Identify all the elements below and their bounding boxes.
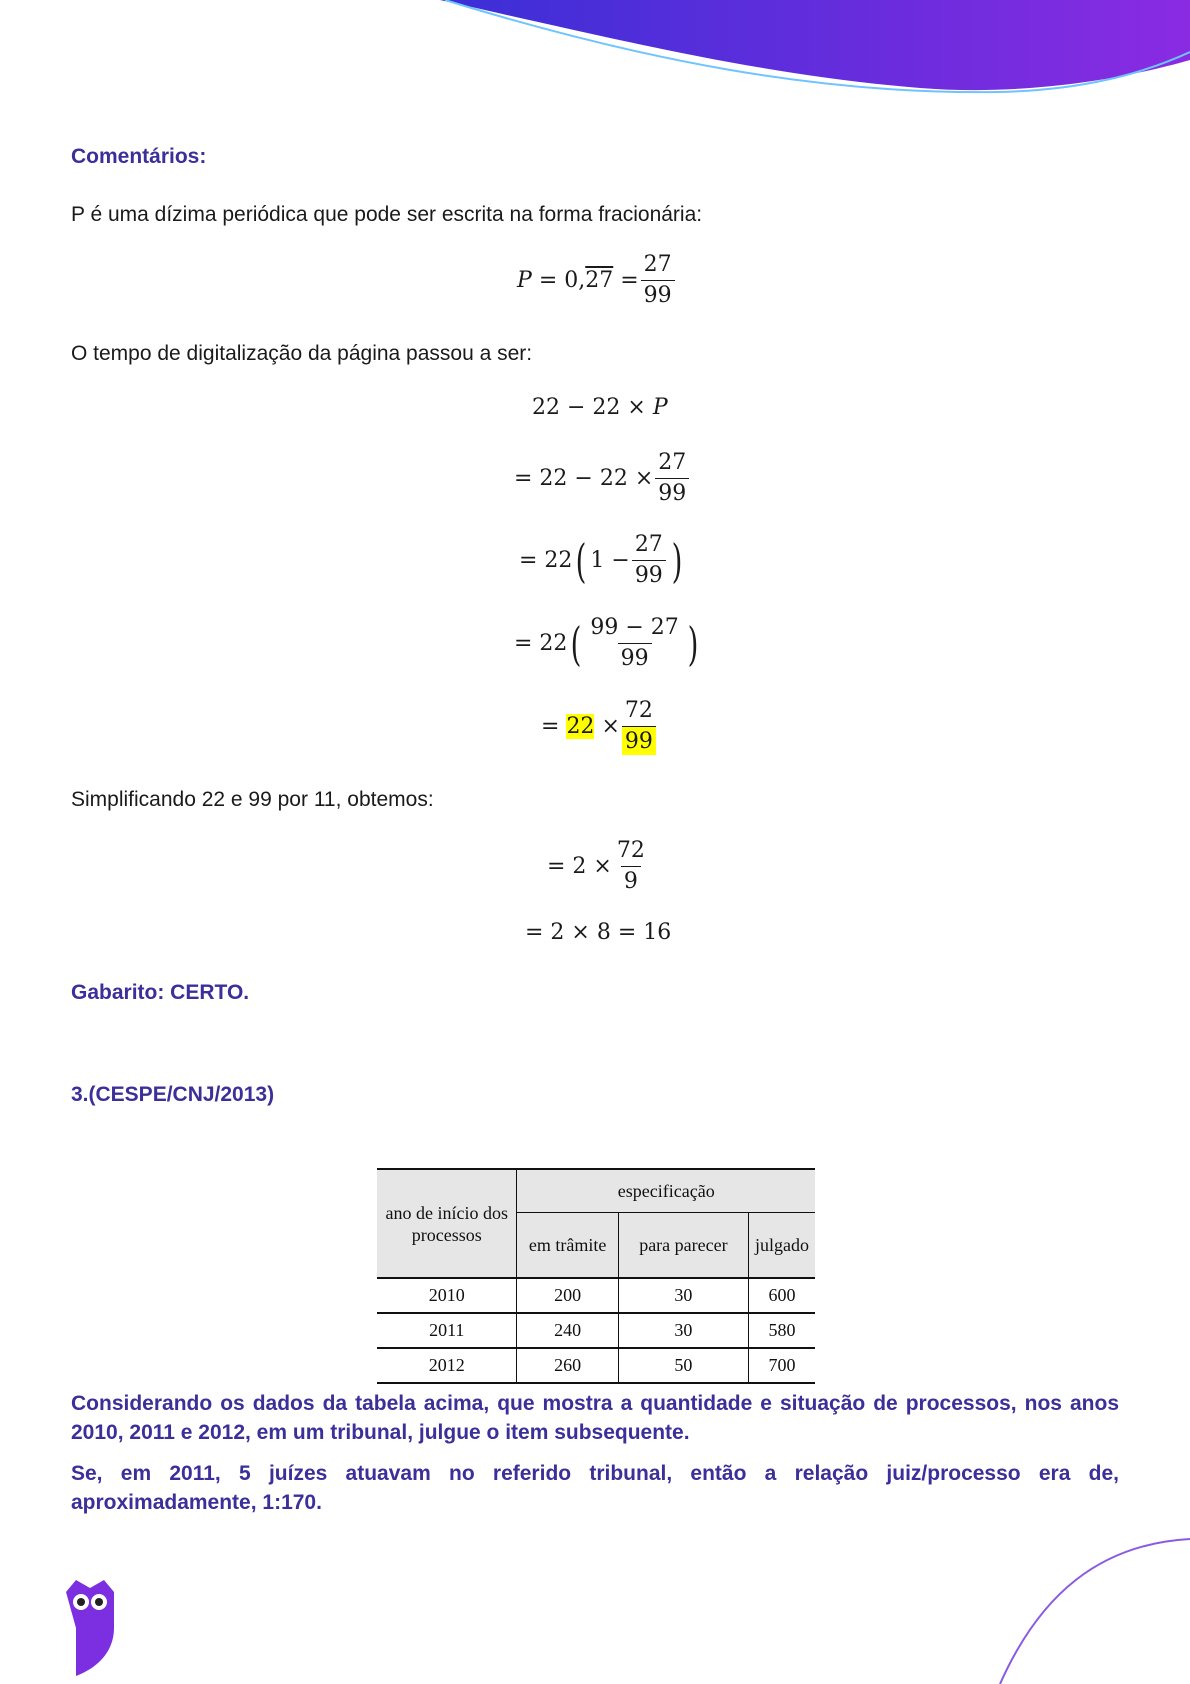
- cell-tramite: 200: [517, 1278, 618, 1313]
- cell-julgado: 700: [749, 1348, 816, 1383]
- eq-p-period: 27: [585, 268, 614, 293]
- col-spec-header: especificação: [517, 1169, 815, 1213]
- sub-header-julgado: julgado: [749, 1213, 816, 1279]
- fraction: [614, 838, 648, 895]
- owl-logo: [62, 1578, 118, 1678]
- eq-p-part2: =: [620, 268, 639, 293]
- item-paragraph: Se, em 2011, 5 juízes atuavam no referido tribunal, então a relação juiz/processo era de, aproximadamente, 1:170.: [71, 1462, 1119, 1514]
- intro-paragraph: P é uma dízima periódica que pode ser escrita na forma fracionária:: [71, 203, 703, 226]
- denominator: 9: [621, 866, 641, 895]
- step1-expr: 22 − 22 ×: [532, 395, 646, 420]
- question-paragraph: Considerando os dados da tabela acima, que mostra a quantidade e situação de processos, nos anos 2010, 2011 e 2012, em um tribunal, julgue o item subsequente.: [71, 1392, 1119, 1444]
- var-p: P: [652, 395, 668, 420]
- step4-expr: = 22: [514, 631, 568, 656]
- step-6: [547, 838, 650, 895]
- open-paren: (: [576, 533, 587, 588]
- step-5: [541, 698, 658, 755]
- col-year-header: ano de início dos processos: [377, 1169, 517, 1278]
- table-row: [377, 1278, 815, 1313]
- cell-parecer: 50: [618, 1348, 748, 1383]
- table-row: [377, 1348, 815, 1383]
- comments-heading: Comentários:: [71, 145, 207, 168]
- highlighted-22: 22: [566, 714, 595, 739]
- cell-julgado: 580: [749, 1313, 816, 1348]
- sub-header-tramite: em trâmite: [517, 1213, 618, 1279]
- denominator: 99: [632, 560, 666, 589]
- numerator: 99 − 27: [590, 615, 679, 640]
- fraction: [632, 532, 666, 589]
- footer-curve-decoration: [930, 1534, 1190, 1684]
- cell-parecer: 30: [618, 1278, 748, 1313]
- process-table: [377, 1168, 815, 1384]
- cell-tramite: 240: [517, 1313, 618, 1348]
- step6-expr: = 2 ×: [547, 854, 612, 879]
- step7-expr: = 2 × 8 = 16: [525, 920, 672, 945]
- fraction: [655, 450, 689, 507]
- numerator: 27: [643, 252, 672, 277]
- step-4: [514, 615, 702, 672]
- var-p: P: [517, 268, 532, 293]
- fraction: [641, 252, 675, 309]
- header-wave-decoration: [0, 0, 1190, 100]
- cell-year: 2012: [377, 1348, 517, 1383]
- numerator: 72: [624, 698, 653, 723]
- fraction: [587, 615, 681, 672]
- close-paren: ): [687, 616, 699, 671]
- step-2: [514, 450, 691, 507]
- cell-year: 2010: [377, 1278, 517, 1313]
- table-row: [377, 1313, 815, 1348]
- equation-p: [517, 252, 677, 309]
- denominator: 99: [641, 280, 675, 309]
- cell-tramite: 260: [517, 1348, 618, 1383]
- numerator: 27: [634, 532, 663, 557]
- close-paren: ): [671, 533, 683, 588]
- sub-header-parecer: para parecer: [618, 1213, 748, 1279]
- cell-parecer: 30: [618, 1313, 748, 1348]
- step-7: [525, 920, 671, 945]
- denominator: 99: [655, 478, 689, 507]
- numerator: 27: [658, 450, 687, 475]
- cell-julgado: 600: [749, 1278, 816, 1313]
- fraction: [622, 698, 656, 755]
- eq-p-part1: = 0,: [538, 268, 586, 293]
- answer-heading: Gabarito: CERTO.: [71, 981, 250, 1004]
- step2-expr: = 22 − 22 ×: [514, 466, 654, 491]
- step-3: [519, 532, 686, 589]
- times-sign: ×: [601, 714, 620, 739]
- open-paren: (: [571, 616, 582, 671]
- denominator: 99: [618, 643, 652, 672]
- step3-inner: 1 −: [590, 548, 630, 573]
- step3-expr: = 22: [519, 548, 573, 573]
- simplify-paragraph: Simplificando 22 e 99 por 11, obtemos:: [71, 788, 434, 811]
- time-paragraph: O tempo de digitalização da página passou a ser:: [71, 342, 533, 365]
- question-heading: 3.(CESPE/CNJ/2013): [71, 1083, 275, 1106]
- step-1: [532, 395, 668, 420]
- cell-year: 2011: [377, 1313, 517, 1348]
- highlighted-denominator: 99: [622, 726, 656, 755]
- numerator: 72: [616, 838, 645, 863]
- step5-expr: =: [541, 714, 560, 739]
